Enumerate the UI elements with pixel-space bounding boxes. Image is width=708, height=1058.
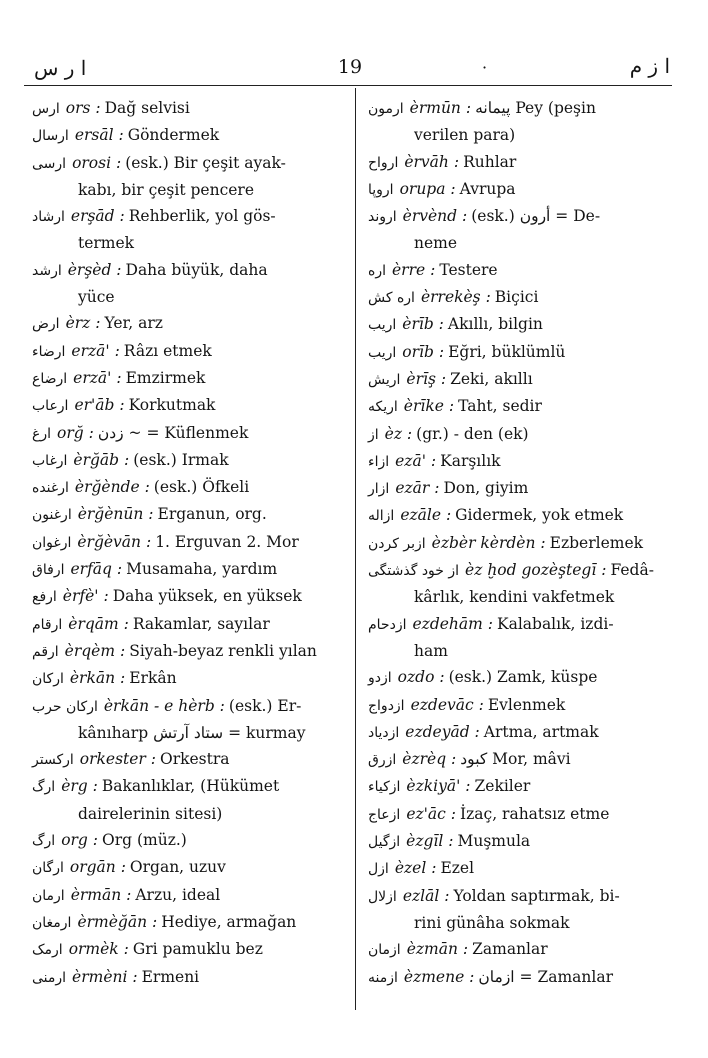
- entry-transliteration: ezlāl :: [402, 886, 450, 905]
- header-right-guide-word: ا ز م: [629, 54, 670, 78]
- entry-transliteration: èzmān :: [406, 940, 469, 959]
- entry-first-line: [368, 311, 664, 338]
- entry-continuation: ham: [414, 641, 448, 660]
- entry-definition: Gri pamuklu bez: [132, 940, 263, 959]
- entry-continuation: yüce: [78, 288, 115, 307]
- entry-definition: Bakanlıklar, (Hükümet: [101, 777, 280, 796]
- entry-arabic-word: ارواح: [368, 154, 399, 171]
- entry-arabic-word: اركان: [32, 671, 64, 688]
- entry-first-line: [32, 936, 348, 963]
- entry-transliteration: èrğèvān :: [77, 532, 152, 551]
- dictionary-entry: [32, 583, 348, 610]
- dictionary-entry: [368, 176, 664, 203]
- dictionary-entry: [32, 501, 348, 528]
- entry-arabic-word: ارغاب: [32, 452, 68, 469]
- entry-definition: Orkestra: [160, 750, 230, 769]
- entry-definition: Râzı etmek: [123, 341, 212, 360]
- dictionary-entry: [32, 665, 348, 692]
- entry-arabic-word: ازلال: [368, 888, 397, 905]
- entry-definition: کبود Mor, mâvi: [460, 750, 571, 769]
- entry-transliteration: erzā' :: [73, 368, 122, 387]
- entry-transliteration: èrqām :: [68, 614, 129, 633]
- entry-definition: Daha büyük, daha: [125, 260, 268, 279]
- entry-definition: Zamanlar: [472, 940, 548, 959]
- entry-arabic-word: ازمان: [368, 942, 401, 959]
- dictionary-entry: [368, 801, 664, 828]
- entry-definition: Rehberlik, yol gös-: [128, 207, 276, 226]
- entry-definition: (esk.) Irmak: [133, 450, 229, 469]
- entry-first-line: [368, 475, 664, 502]
- dictionary-entry: [368, 149, 664, 176]
- entry-arabic-word: ارگان: [32, 860, 64, 877]
- entry-transliteration: èrfè' :: [62, 587, 109, 606]
- dictionary-entry: [32, 611, 348, 638]
- entry-arabic-word: ارفاق: [32, 562, 65, 579]
- entry-first-line: [32, 420, 348, 447]
- entry-transliteration: ors :: [65, 99, 101, 117]
- entry-arabic-word: اره کش: [368, 290, 415, 307]
- entry-definition: Ezel: [440, 859, 475, 878]
- entry-first-line: [368, 883, 664, 910]
- dictionary-entry: [32, 854, 348, 881]
- entry-transliteration: èrvènd :: [402, 207, 468, 226]
- entry-first-line: [368, 692, 664, 719]
- entry-first-line: [32, 854, 348, 881]
- entry-first-line: [368, 393, 664, 420]
- entry-first-line: [368, 964, 664, 991]
- entry-arabic-word: ازاء: [368, 453, 390, 470]
- entry-first-line: [368, 936, 664, 963]
- dictionary-entry: [368, 95, 664, 149]
- page-number: 19: [337, 56, 363, 78]
- entry-first-line: [368, 611, 664, 638]
- entry-continuation: kânıharp ستاد آرتش = kurmay: [78, 723, 306, 742]
- entry-transliteration: èzrèq :: [402, 750, 457, 769]
- dictionary-entry: [32, 827, 348, 854]
- entry-definition: زدن ~ = Küflenmek: [97, 423, 249, 442]
- entry-arabic-word: ازار: [368, 481, 390, 498]
- entry-definition: Ruhlar: [463, 152, 517, 171]
- entry-definition: Göndermek: [127, 126, 220, 145]
- dictionary-entry: [368, 311, 664, 338]
- entry-transliteration: èrqèm :: [64, 641, 126, 660]
- entry-arabic-word: اركستر: [32, 752, 74, 769]
- entry-first-line: [368, 176, 664, 203]
- dictionary-entry: [368, 393, 664, 420]
- entry-first-line: [32, 746, 348, 773]
- header-dot: ·: [482, 58, 488, 77]
- entry-arabic-word: اروند: [368, 209, 397, 226]
- entry-first-line: [32, 501, 348, 528]
- dictionary-entry: [368, 746, 664, 773]
- entry-definition: Evlenmek: [487, 695, 566, 714]
- entry-transliteration: org :: [61, 831, 98, 850]
- entry-arabic-word: اریکه: [368, 399, 398, 416]
- dictionary-entry: [368, 557, 664, 611]
- dictionary-entry: [368, 502, 664, 529]
- dictionary-entry: [32, 338, 348, 365]
- entry-definition: (esk.) Zamk, küspe: [448, 668, 598, 687]
- entry-arabic-word: ازرق: [368, 752, 397, 769]
- entry-definition: Ermeni: [141, 967, 200, 986]
- entry-arabic-word: از: [368, 426, 379, 443]
- entry-arabic-word: ارعاب: [32, 398, 69, 415]
- entry-arabic-word: اریب: [368, 317, 397, 334]
- entry-first-line: [32, 257, 348, 284]
- dictionary-entry: [368, 773, 664, 800]
- entry-first-line: [368, 746, 664, 773]
- entry-arabic-word: ارس: [32, 101, 60, 117]
- entry-arabic-word: ارگ: [32, 779, 56, 796]
- dictionary-entry: [368, 828, 664, 855]
- entry-definition: Rakamlar, sayılar: [132, 614, 270, 633]
- entry-transliteration: èrkān :: [69, 669, 126, 688]
- entry-transliteration: erşād :: [70, 207, 125, 226]
- entry-arabic-word: ارغنده: [32, 480, 69, 497]
- entry-first-line: [32, 665, 348, 692]
- entry-definition: ازمان = Zamanlar: [478, 967, 613, 986]
- entry-definition: Muşmula: [457, 832, 531, 851]
- left-column: [32, 95, 348, 991]
- entry-first-line: [32, 95, 348, 122]
- entry-first-line: [368, 149, 664, 176]
- dictionary-entry: [32, 365, 348, 392]
- entry-first-line: [32, 365, 348, 392]
- entry-transliteration: ezā' :: [395, 451, 437, 470]
- entry-transliteration: èrşèd :: [67, 260, 122, 279]
- entry-arabic-word: از خود گذشتگی: [368, 563, 460, 580]
- entry-transliteration: ezdehām :: [412, 614, 493, 633]
- entry-arabic-word: ازدحام: [368, 616, 407, 633]
- header-left-guide-word: ا ر س: [34, 56, 87, 80]
- entry-transliteration: orīb :: [402, 342, 445, 361]
- dictionary-entry: [32, 447, 348, 474]
- entry-definition: Biçici: [494, 288, 539, 307]
- entry-first-line: [368, 257, 664, 284]
- dictionary-entry: [368, 530, 664, 557]
- entry-definition: Zekiler: [474, 777, 531, 796]
- entry-continuation: rini günâha sokmak: [414, 913, 570, 932]
- entry-arabic-word: ازمنه: [368, 969, 398, 986]
- entry-arabic-word: ارضاع: [32, 370, 68, 387]
- entry-transliteration: ezār :: [395, 479, 440, 498]
- dictionary-entry: [32, 420, 348, 447]
- entry-definition: Erkân: [129, 669, 177, 688]
- dictionary-entry: [32, 122, 348, 149]
- entry-first-line: [368, 557, 664, 584]
- dictionary-entry: [32, 95, 348, 122]
- entry-transliteration: orğ :: [57, 423, 94, 442]
- entry-definition: Akıllı, bilgin: [447, 315, 543, 334]
- entry-continuation: kârlık, kendini vakfetmek: [414, 588, 615, 607]
- dictionary-entry: [32, 746, 348, 773]
- entry-definition: Testere: [439, 260, 498, 279]
- entry-first-line: [32, 529, 348, 556]
- entry-definition: (gr.) - den (ek): [416, 424, 529, 443]
- entry-first-line: [32, 203, 348, 230]
- entry-definition: (esk.) Er-: [228, 696, 302, 715]
- entry-definition: Kalabalık, izdi-: [497, 614, 614, 633]
- entry-transliteration: èrīb :: [402, 315, 444, 334]
- dictionary-entry: [368, 257, 664, 284]
- entry-transliteration: orkester :: [79, 750, 156, 769]
- entry-transliteration: ormèk :: [68, 940, 129, 959]
- entry-transliteration: èrīş :: [406, 369, 447, 388]
- entry-continuation: termek: [78, 234, 135, 253]
- dictionary-entry: [32, 257, 348, 311]
- entry-definition: Don, giyim: [443, 479, 529, 498]
- entry-transliteration: ozdo :: [397, 668, 445, 687]
- entry-arabic-word: ازگیل: [368, 834, 401, 851]
- entry-transliteration: èzkiyā' :: [406, 777, 471, 796]
- entry-arabic-word: ارشد: [32, 262, 62, 279]
- entry-first-line: [368, 203, 664, 230]
- entry-first-line: [368, 339, 664, 366]
- dictionary-entry: [32, 936, 348, 963]
- entry-arabic-word: ارسى: [32, 155, 67, 172]
- entry-transliteration: ezāle :: [400, 506, 452, 525]
- entry-first-line: [32, 827, 348, 854]
- entry-arabic-word: اریش: [368, 371, 401, 388]
- entry-first-line: [32, 150, 348, 177]
- entry-first-line: [368, 801, 664, 828]
- entry-arabic-word: ازعاج: [368, 806, 401, 823]
- dictionary-entry: [32, 773, 348, 827]
- entry-arabic-word: ارقام: [32, 616, 63, 633]
- entry-definition: Zeki, akıllı: [450, 369, 533, 388]
- entry-arabic-word: ارسال: [32, 128, 69, 145]
- entry-first-line: [368, 719, 664, 746]
- entry-arabic-word: ازکیاء: [368, 779, 401, 796]
- dictionary-entry: [368, 964, 664, 991]
- dictionary-entry: [368, 664, 664, 691]
- entry-first-line: [32, 556, 348, 583]
- entry-first-line: [368, 366, 664, 393]
- entry-transliteration: èrğāb :: [73, 450, 130, 469]
- entry-transliteration: èrrekèş :: [420, 288, 491, 307]
- dictionary-entry: [368, 421, 664, 448]
- dictionary-entry: [368, 475, 664, 502]
- dictionary-entry: [32, 150, 348, 204]
- entry-first-line: [368, 855, 664, 882]
- entry-transliteration: ersāl :: [74, 126, 124, 145]
- entry-arabic-word: ازاله: [368, 508, 395, 525]
- entry-definition: Artma, artmak: [483, 722, 599, 741]
- entry-definition: Hediye, armağan: [161, 912, 297, 931]
- entry-first-line: [32, 474, 348, 501]
- dictionary-entry: [368, 883, 664, 937]
- entry-first-line: [32, 338, 348, 365]
- entry-first-line: [32, 392, 348, 419]
- dictionary-entry: [32, 693, 348, 747]
- dictionary-entry: [32, 203, 348, 257]
- entry-transliteration: orgān :: [69, 858, 126, 877]
- entry-transliteration: èzgīl :: [406, 832, 454, 851]
- entry-transliteration: èzel :: [394, 859, 437, 878]
- entry-first-line: [368, 421, 664, 448]
- dictionary-entry: [32, 882, 348, 909]
- dictionary-entry: [32, 310, 348, 337]
- entry-definition: Ezberlemek: [549, 533, 644, 552]
- entry-arabic-word: ارقم: [32, 643, 59, 660]
- entry-transliteration: èzbèr kèrdèn :: [431, 533, 546, 552]
- entry-first-line: [368, 502, 664, 529]
- entry-continuation: kabı, bir çeşit pencere: [78, 180, 255, 199]
- entry-transliteration: ez'āc :: [406, 804, 456, 823]
- entry-arabic-word: ازبر کردن: [368, 535, 426, 552]
- dictionary-entry: [368, 339, 664, 366]
- entry-first-line: [32, 447, 348, 474]
- entry-arabic-word: ازدیاد: [368, 724, 400, 741]
- entry-definition: Dağ selvisi: [104, 99, 190, 117]
- entry-definition: 1. Erguvan 2. Mor: [155, 532, 299, 551]
- entry-first-line: [368, 530, 664, 557]
- entry-arabic-word: ارغوان: [32, 534, 72, 551]
- entry-transliteration: èrmèni :: [72, 967, 138, 986]
- entry-arabic-word: ارشاد: [32, 209, 65, 226]
- entry-arabic-word: ارمنی: [32, 969, 67, 986]
- entry-continuation: verilen para): [414, 126, 516, 145]
- entry-arabic-word: اروپا: [368, 181, 394, 198]
- entry-transliteration: èz :: [384, 424, 413, 443]
- dictionary-entry: [32, 474, 348, 501]
- entry-arabic-word: اریب: [368, 344, 397, 361]
- entry-arabic-word: ازدو: [368, 670, 392, 687]
- entry-transliteration: èrğènde :: [74, 478, 150, 497]
- entry-transliteration: ezdeyād :: [405, 722, 480, 741]
- entry-definition: Korkutmak: [128, 396, 216, 415]
- entry-definition: Taht, sedir: [458, 397, 542, 416]
- entry-transliteration: ezdevāc :: [410, 695, 484, 714]
- entry-definition: Org (müz.): [102, 831, 187, 850]
- entry-transliteration: èrmèğān :: [77, 912, 158, 931]
- entry-transliteration: orosi :: [72, 153, 122, 172]
- entry-definition: Organ, uzuv: [129, 858, 226, 877]
- entry-first-line: [32, 611, 348, 638]
- entry-transliteration: èrmūn :: [409, 99, 472, 117]
- entry-first-line: [32, 773, 348, 800]
- entry-definition: Musamaha, yardım: [126, 560, 278, 579]
- entry-definition: Fedâ-: [610, 561, 654, 580]
- entry-first-line: [32, 638, 348, 665]
- entry-definition: (esk.) Bir çeşit ayak-: [125, 153, 286, 172]
- entry-transliteration: èrg :: [61, 777, 98, 796]
- entry-arabic-word: ارض: [32, 316, 60, 333]
- entry-arabic-word: ارمک: [32, 942, 63, 959]
- entry-arabic-word: ازدواج: [368, 697, 405, 714]
- entry-first-line: [32, 583, 348, 610]
- dictionary-entry: [368, 366, 664, 393]
- entry-transliteration: èrre :: [392, 260, 436, 279]
- entry-definition: Avrupa: [459, 179, 516, 198]
- entry-definition: Yer, arz: [104, 314, 163, 333]
- entry-transliteration: èrğènūn :: [77, 505, 154, 524]
- dictionary-entry: [368, 936, 664, 963]
- entry-definition: Arzu, ideal: [135, 885, 221, 904]
- entry-arabic-word: ارغ: [32, 425, 52, 442]
- entry-transliteration: erzā' :: [71, 341, 120, 360]
- entry-arabic-word: ارگ: [32, 833, 56, 850]
- entry-first-line: [32, 882, 348, 909]
- entry-arabic-word: ارمون: [368, 101, 404, 117]
- entry-arabic-word: ارضاء: [32, 343, 66, 360]
- entry-definition: Emzirmek: [125, 368, 206, 387]
- dictionary-entry: [368, 611, 664, 665]
- entry-transliteration: èrīke :: [403, 397, 455, 416]
- entry-arabic-word: ارغنون: [32, 507, 72, 524]
- entry-arabic-word: ارمان: [32, 887, 65, 904]
- right-column: [368, 95, 664, 991]
- dictionary-entry: [368, 448, 664, 475]
- dictionary-entry: [368, 692, 664, 719]
- dictionary-entry: [32, 638, 348, 665]
- entry-transliteration: erfāq :: [70, 560, 123, 579]
- entry-transliteration: èrvāh :: [404, 152, 460, 171]
- entry-transliteration: èrmān :: [70, 885, 132, 904]
- entry-definition: İzaç, rahatsız etme: [459, 804, 610, 823]
- entry-first-line: [368, 284, 664, 311]
- column-divider: [355, 88, 356, 1010]
- dictionary-entry: [368, 855, 664, 882]
- entry-definition: (esk.) Öfkeli: [153, 478, 250, 497]
- entry-arabic-word: ارمغان: [32, 914, 72, 931]
- dictionary-entry: [368, 719, 664, 746]
- entry-definition: Erganun, org.: [157, 505, 267, 524]
- entry-definition: Gidermek, yok etmek: [455, 506, 624, 525]
- entry-first-line: [32, 909, 348, 936]
- entry-transliteration: èrz :: [65, 314, 101, 333]
- header-rule: [24, 85, 672, 86]
- entry-definition: Yoldan saptırmak, bi-: [453, 886, 620, 905]
- entry-definition: Karşılık: [440, 451, 501, 470]
- entry-arabic-word: اركان حرب: [32, 698, 98, 715]
- dictionary-entry: [32, 392, 348, 419]
- entry-transliteration: orupa :: [399, 179, 456, 198]
- dictionary-entry: [368, 203, 664, 257]
- entry-first-line: [32, 964, 348, 991]
- dictionary-entry: [32, 529, 348, 556]
- entry-definition: (esk.) أرون = De-: [471, 207, 601, 226]
- entry-definition: Siyah-beyaz renkli yılan: [129, 641, 317, 660]
- dictionary-entry: [32, 556, 348, 583]
- entry-first-line: [32, 122, 348, 149]
- entry-arabic-word: ارفع: [32, 589, 57, 606]
- entry-first-line: [32, 693, 348, 720]
- page-header: [30, 52, 670, 82]
- entry-first-line: [368, 664, 664, 691]
- entry-transliteration: èz ḫod gozèştegī :: [465, 561, 607, 580]
- entry-continuation: dairelerinin sitesi): [78, 804, 223, 823]
- dictionary-entry: [32, 964, 348, 991]
- entry-transliteration: èrkān - e hèrb :: [103, 696, 225, 715]
- entry-definition: Daha yüksek, en yüksek: [112, 587, 302, 606]
- dictionary-entry: [368, 284, 664, 311]
- entry-arabic-word: ازل: [368, 861, 389, 878]
- entry-definition: پیمانه Pey (peşin: [475, 99, 596, 117]
- entry-transliteration: èzmene :: [403, 967, 475, 986]
- entry-transliteration: er'āb :: [74, 396, 125, 415]
- entry-first-line: [368, 828, 664, 855]
- entry-continuation: neme: [414, 234, 458, 253]
- entry-definition: Eğri, büklümlü: [448, 342, 566, 361]
- entry-arabic-word: اره: [368, 262, 386, 279]
- entry-first-line: [32, 310, 348, 337]
- entry-first-line: [368, 448, 664, 475]
- entry-first-line: [368, 95, 664, 122]
- dictionary-entry: [32, 909, 348, 936]
- entry-first-line: [368, 773, 664, 800]
